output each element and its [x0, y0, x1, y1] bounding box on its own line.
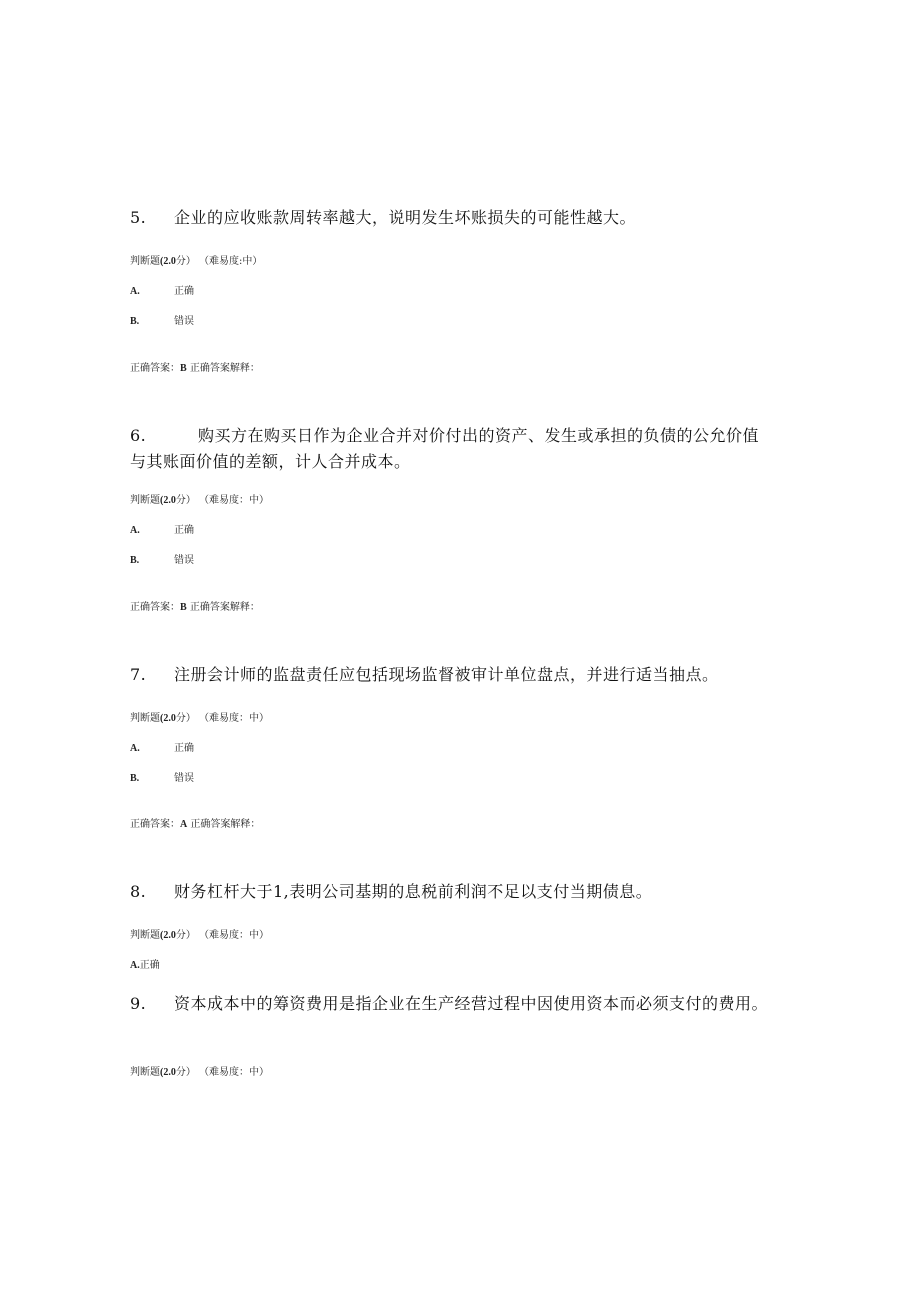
option-text: 错误 [174, 316, 194, 327]
question-score: (2.0 [160, 495, 176, 506]
question-9-meta [130, 1063, 269, 1078]
question-text: 财务杠杆大于1,表明公司基期的息税前利润不足以支付当期债息。 [174, 882, 653, 901]
question-type: 判断题 [130, 713, 160, 724]
question-number: 8. [130, 882, 147, 901]
option-a[interactable] [130, 739, 194, 754]
question-number: 6. [130, 426, 147, 445]
difficulty: （难易度：中） [199, 1067, 270, 1078]
question-7-stem [130, 662, 770, 688]
question-text: 注册会计师的监盘责任应包括现场监督被审计单位盘点，并进行适当抽点。 [174, 665, 719, 684]
answer-explanation-label: 正确答案解释： [189, 363, 260, 374]
option-letter: A. [130, 743, 140, 754]
question-8-meta [130, 926, 269, 941]
option-text: 正确 [174, 286, 194, 297]
score-unit: 分） [175, 713, 196, 724]
question-score: (2.0 [160, 256, 176, 267]
question-number: 9. [130, 994, 147, 1013]
question-9-stem [130, 991, 770, 1017]
question-6-meta [130, 491, 269, 506]
question-text: 资本成本中的筹资费用是指企业在生产经营过程中因使用资本而必须支付的费用。 [174, 994, 769, 1013]
answer-explanation-label: 正确答案解释： [189, 602, 260, 613]
difficulty: （难易度：中） [199, 495, 270, 506]
question-6-stem [130, 423, 770, 475]
question-type: 判断题 [130, 1067, 160, 1078]
answer-value: B [180, 363, 187, 374]
option-letter: B. [130, 316, 140, 327]
question-8-stem [130, 879, 770, 905]
difficulty: （难易度:中） [199, 256, 263, 267]
option-text: 错误 [174, 555, 194, 566]
option-letter: B. [130, 555, 140, 566]
question-number: 7. [130, 665, 147, 684]
option-letter: A. [130, 960, 140, 971]
answer-label: 正确答案： [130, 819, 180, 830]
answer-value: B [180, 602, 187, 613]
option-b[interactable] [130, 312, 194, 327]
answer-explanation-label: 正确答案解释： [190, 819, 261, 830]
question-type: 判断题 [130, 495, 160, 506]
answer-label: 正确答案： [130, 602, 180, 613]
difficulty: （难易度：中） [199, 713, 270, 724]
option-text: 正确 [139, 960, 160, 971]
answer-label: 正确答案： [130, 363, 180, 374]
answer-line [130, 359, 260, 374]
question-5-stem [130, 205, 770, 231]
score-unit: 分） [175, 930, 196, 941]
option-letter: A. [130, 286, 140, 297]
option-a[interactable] [130, 956, 160, 971]
option-b[interactable] [130, 769, 194, 784]
answer-line [130, 598, 260, 613]
option-a[interactable] [130, 521, 194, 536]
option-letter: A. [130, 525, 140, 536]
question-text: 企业的应收账款周转率越大，说明发生坏账损失的可能性越大。 [174, 208, 637, 227]
question-score: (2.0 [160, 1067, 176, 1078]
score-unit: 分） [175, 495, 196, 506]
question-type: 判断题 [130, 930, 160, 941]
option-b[interactable] [130, 551, 194, 566]
option-text: 正确 [174, 525, 194, 536]
answer-value: A [180, 819, 188, 830]
question-score: (2.0 [160, 930, 176, 941]
question-5-meta [130, 252, 262, 267]
option-text: 错误 [174, 773, 194, 784]
difficulty: （难易度：中） [199, 930, 270, 941]
option-text: 正确 [174, 743, 194, 754]
option-letter: B. [130, 773, 140, 784]
question-type: 判断题 [130, 256, 160, 267]
question-number: 5. [130, 208, 147, 227]
answer-line [130, 815, 260, 830]
question-score: (2.0 [160, 713, 176, 724]
score-unit: 分） [175, 256, 196, 267]
option-a[interactable] [130, 282, 194, 297]
question-7-meta [130, 709, 269, 724]
question-text: 购买方在购买日作为企业合并对价付出的资产、发生或承担的负债的公允价值与其账面价值的差额，计人合并成本。 [130, 426, 760, 471]
score-unit: 分） [175, 1067, 196, 1078]
